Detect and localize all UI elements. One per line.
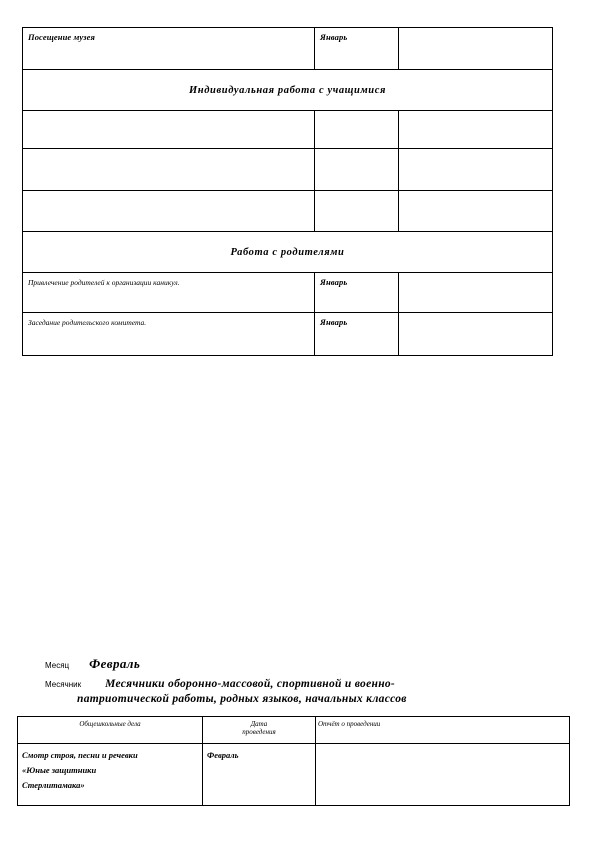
column-header-event: Общешкольные дела — [18, 717, 203, 744]
month-line — [45, 655, 565, 673]
event-line3: Стерлитамака» — [22, 780, 85, 790]
table-header-row — [18, 717, 570, 744]
report-cell — [399, 191, 553, 232]
column-header-report: Отчёт о проведении — [316, 717, 570, 744]
report-cell — [399, 28, 553, 70]
section-row — [23, 70, 553, 111]
report-cell — [399, 273, 553, 313]
event-line1: Смотр строя, песни и речевки — [22, 750, 138, 760]
table-row — [23, 111, 553, 149]
event-line2: «Юные защитники — [22, 765, 97, 775]
date-cell: Январь — [315, 273, 399, 313]
monthly-label: Месячник — [45, 680, 82, 689]
table-row — [23, 191, 553, 232]
event-cell: Заседание родительского комитета. — [23, 313, 315, 356]
report-cell — [399, 111, 553, 149]
date-cell: Февраль — [203, 744, 316, 806]
date-cell: Январь — [315, 313, 399, 356]
table-row — [18, 744, 570, 806]
report-cell — [399, 149, 553, 191]
date-header-line2: проведения — [242, 728, 276, 736]
event-cell: Привлечение родителей к организации каникул. — [23, 273, 315, 313]
monthly-line — [45, 674, 565, 692]
monthly-value-line1: Месячники оборонно-массовой, спортивной и военно- — [105, 678, 396, 690]
event-cell — [23, 191, 315, 232]
section-heading-parent-work: Работа с родителями — [23, 232, 553, 273]
section-heading-individual-work: Индивидуальная работа с учащимися — [23, 70, 553, 111]
table-row — [23, 273, 553, 313]
table-row — [23, 149, 553, 191]
plan-table-february — [17, 716, 570, 806]
section-row — [23, 232, 553, 273]
table-row — [23, 313, 553, 356]
event-cell: Посещение музея — [23, 28, 315, 70]
date-cell — [315, 111, 399, 149]
date-header-line1: Дата — [250, 720, 268, 728]
date-cell: Январь — [315, 28, 399, 70]
report-cell — [399, 313, 553, 356]
event-cell — [23, 149, 315, 191]
month-label: Месяц — [45, 661, 70, 670]
plan-table-january — [22, 27, 553, 356]
month-header — [45, 655, 565, 706]
month-value: Февраль — [89, 656, 141, 671]
date-cell — [315, 149, 399, 191]
event-cell — [23, 111, 315, 149]
column-header-date — [203, 717, 316, 744]
date-cell — [315, 191, 399, 232]
event-cell — [18, 744, 203, 806]
report-cell — [316, 744, 570, 806]
table-row — [23, 28, 553, 70]
monthly-value-line2: патриотической работы, родных языков, начальных классов — [77, 693, 407, 705]
